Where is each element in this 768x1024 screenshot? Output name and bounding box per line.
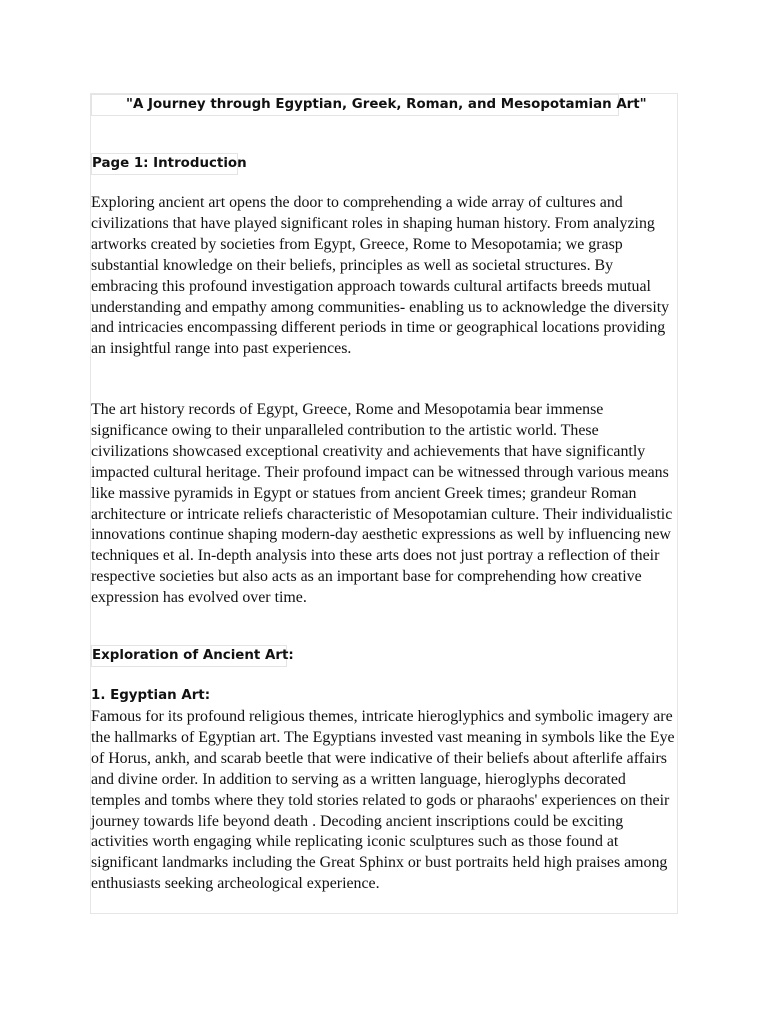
paragraph-egyptian-art: Famous for its profound religious themes, intricate hieroglyphics and symbolic imagery are the hallmarks of Egyptian art. The Egyptians invested vast meaning in symbols like the Eye of Horus, ankh, and scarab beetle that were indicative of their beliefs about afterlife affairs and divine order. In addition to serving as a written language, hieroglyphs decorated temples and tombs where they told stories related to gods or pharaohs' experiences on their journey towards life beyond death . Decoding ancient inscriptions could be exciting activities worth engaging while replicating iconic sculptures such as those found at significant landmarks including the Great Sphinx or bust portraits held high praises among enthusiasts seeking archeological experience. (91, 708, 675, 893)
section-heading-exploration: Exploration of Ancient Art: (91, 645, 287, 667)
section-heading-introduction: Page 1: Introduction (91, 153, 238, 175)
document-title: "A Journey through Egyptian, Greek, Roman, and Mesopotamian Art" (91, 94, 619, 116)
document-page (90, 93, 678, 914)
subsection-heading-egyptian-art: 1. Egyptian Art: (91, 688, 211, 703)
paragraph-introduction-2: The art history records of Egypt, Greece, Rome and Mesopotamia bear immense significance owing to their unparalleled contribution to the artistic world. These civilizations showcased exceptional creativity and achievements that have significantly impacted cultural heritage. Their profound impact can be witnessed through various means like massive pyramids in Egypt or statues from ancient Greek times; grandeur Roman architecture or intricate reliefs characteristic of Mesopotamian culture. Their individualistic innovations continue shaping modern-day aesthetic expressions as well by influencing new techniques et al. In-depth analysis into these arts does not just portray a reflection of their respective societies but also acts as an important base for comprehending how creative expression has evolved over time. (91, 401, 673, 607)
paragraph-introduction-1: Exploring ancient art opens the door to comprehending a wide array of cultures and civilizations that have played significant roles in shaping human history. From analyzing artworks created by societies from Egypt, Greece, Rome to Mesopotamia; we grasp substantial knowledge on their beliefs, principles as well as societal structures. By embracing this profound investigation approach towards cultural artifacts breeds mutual understanding and empathy among communities- enabling us to acknowledge the diversity and intricacies encompassing different periods in time or geographical locations providing an insightful range into past experiences. (91, 194, 670, 358)
